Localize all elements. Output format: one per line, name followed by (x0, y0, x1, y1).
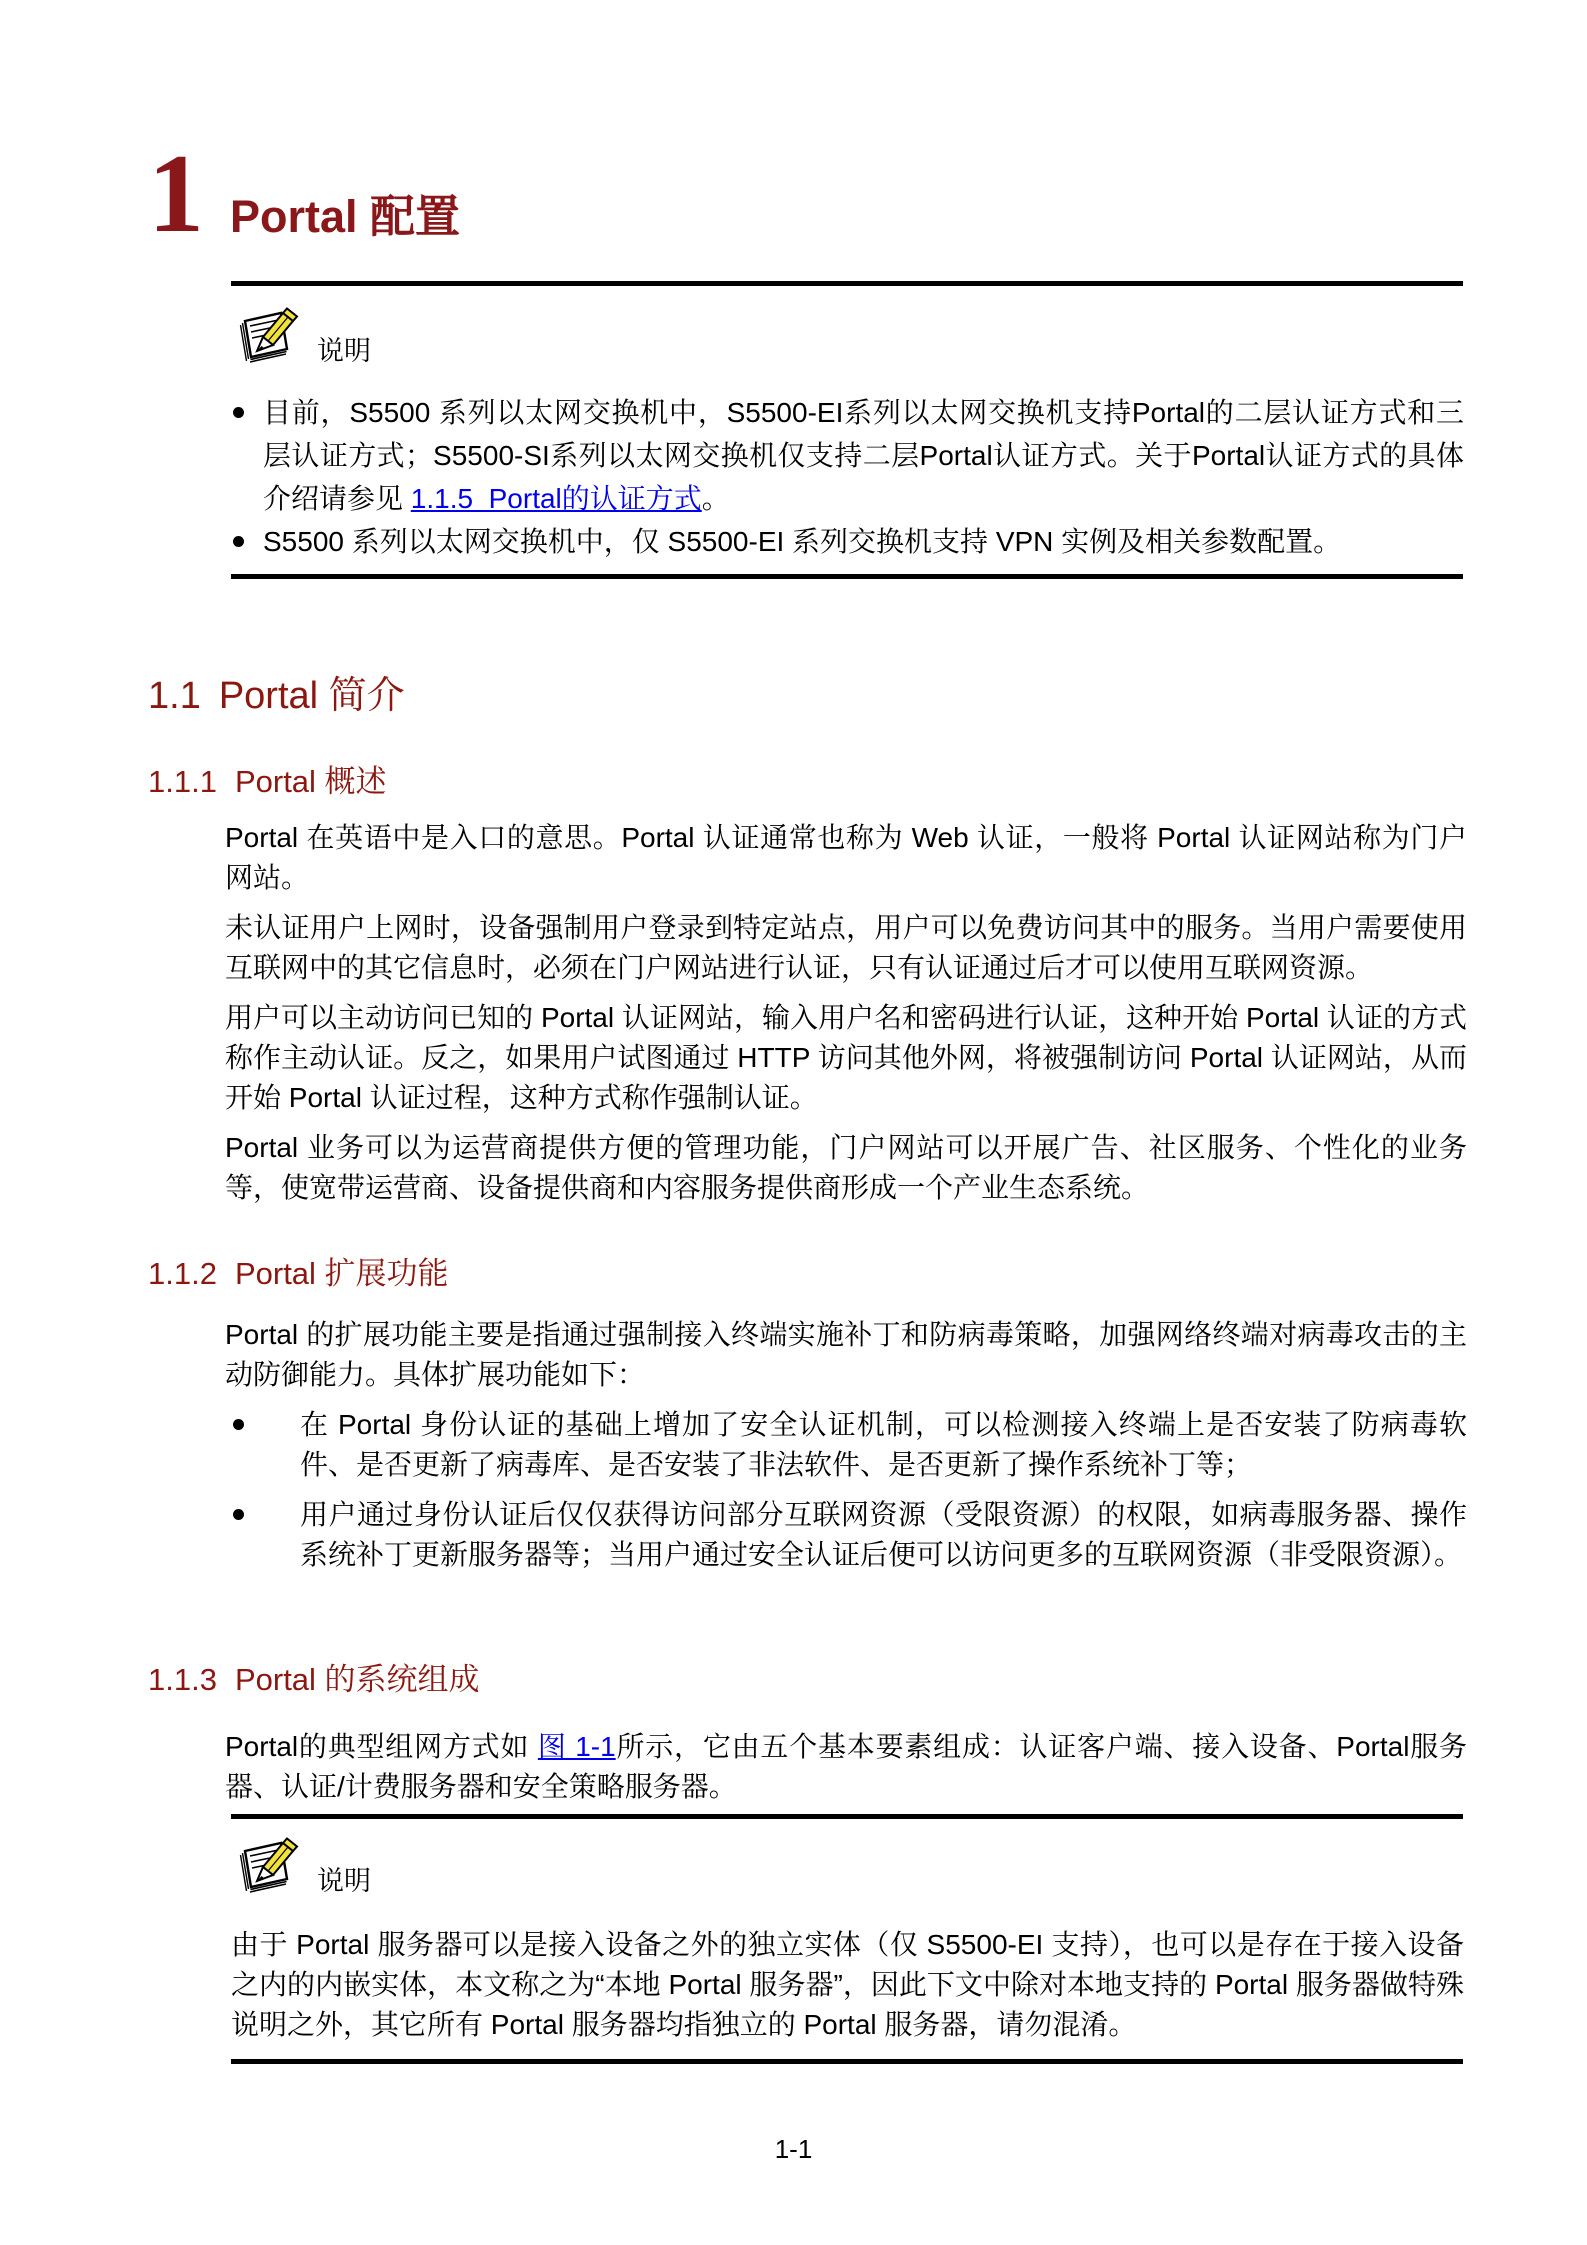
bullet-icon (233, 536, 244, 547)
bullet-text: 在 Portal 身份认证的基础上增加了安全认证机制，可以检测接入终端上是否安装了防病毒软件、是否更新了病毒库、是否安装了非法软件、是否更新了操作系统补丁等； (300, 1409, 1467, 1480)
chapter-number: 1 (148, 132, 204, 256)
notepad-pencil-icon (235, 1831, 307, 1901)
paragraph: 未认证用户上网时，设备强制用户登录到特定站点，用户可以免费访问其中的服务。当用户需要使用互联网中的其它信息时，必须在门户网站进行认证，只有认证通过后才可以使用互联网资源。 (225, 912, 1467, 983)
section-number: 1.1.1 (148, 764, 217, 799)
chapter-title: Portal 配置 (230, 191, 461, 243)
list-item (231, 520, 1464, 563)
note1-top-rule (231, 281, 1463, 286)
cross-reference-link-portal-auth[interactable]: 1.1.5 Portal的认证方式 (410, 483, 702, 514)
para-pre: Portal的典型组网方式如 (225, 1731, 538, 1762)
section-number: 1.1 (148, 675, 201, 717)
bullet-text: 用户通过身份认证后仅仅获得访问部分互联网资源（受限资源）的权限，如病毒服务器、操作系统补丁更新服务器等；当用户通过安全认证后便可以访问更多的互联网资源（非受限资源）。 (300, 1499, 1467, 1570)
paragraph: 由于 Portal 服务器可以是接入设备之外的独立实体（仅 S5500-EI 支持），也可以是存在于接入设备之内的内嵌实体，本文称之为“本地 Portal 服务器”，因此下文中除对本地支持的 Portal 服务器做特殊说明之外，其它所有 Portal 服务器均指独立的 Portal 服务器，请勿混淆。 (231, 1929, 1464, 2040)
paragraph (225, 1727, 1467, 1807)
list-item (231, 391, 1464, 520)
section-heading-1-1-3 (148, 1654, 480, 1699)
note-label: 说明 (317, 1866, 371, 1896)
bullet-icon (233, 407, 244, 418)
list-item (225, 1405, 1467, 1485)
section-title: Portal 概述 (234, 764, 387, 799)
note1-bullet2-text: S5500 系列以太网交换机中，仅 S5500-EI 系列交换机支持 VPN 实例及相关参数配置。 (263, 526, 1342, 557)
bullet-icon (233, 1509, 244, 1520)
section-heading-1-1 (148, 664, 405, 719)
section-heading-1-1-2 (148, 1248, 449, 1293)
page-number: 1-1 (774, 2134, 813, 2164)
note2-body (231, 1925, 1464, 2045)
note2-header (235, 1831, 371, 1901)
note1-bullet-list (231, 391, 1464, 563)
note2-bottom-rule (231, 2059, 1463, 2064)
paragraph: Portal 的扩展功能主要是指通过强制接入终端实施补丁和防病毒策略，加强网络终端对病毒攻击的主动防御能力。具体扩展功能如下： (225, 1319, 1467, 1390)
note1-bottom-rule (231, 574, 1463, 579)
cross-reference-link-figure-1-1[interactable]: 图 1-1 (537, 1731, 616, 1762)
section-title: Portal 扩展功能 (234, 1256, 449, 1291)
section-1-1-2-body (225, 1315, 1467, 1585)
note1-bullet1-text: 目前，S5500 系列以太网交换机中，S5500-EI系列以太网交换机支持Portal的二层认证方式和三层认证方式；S5500-SI系列以太网交换机仅支持二层Portal认证方式。关于Portal认证方式的具体介绍请参见 (263, 397, 1464, 514)
list-item (225, 1495, 1467, 1575)
paragraph: Portal 业务可以为运营商提供方便的管理功能，门户网站可以开展广告、社区服务、个性化的业务等，使宽带运营商、设备提供商和内容服务提供商形成一个产业生态系统。 (225, 1132, 1467, 1203)
paragraph: 用户可以主动访问已知的 Portal 认证网站，输入用户名和密码进行认证，这种开始 Portal 认证的方式称作主动认证。反之，如果用户试图通过 HTTP 访问其他外网，将被强制访问 Portal 认证网站，从而开始 Portal 认证过程，这种方式称作强制认证。 (225, 1002, 1467, 1113)
note2-top-rule (231, 1814, 1463, 1819)
note-label: 说明 (317, 336, 371, 366)
section-title: Portal 简介 (218, 675, 405, 717)
chapter-heading (148, 132, 461, 256)
section-1-1-2-bullet-list (225, 1405, 1467, 1575)
bullet-icon (233, 1419, 244, 1430)
note1-bullet1-suffix: 。 (701, 483, 730, 514)
para-post: 所示，它由五个基本要素组成：认证客户端、接入设备、Portal服务器、认证/计费服务器和安全策略服务器。 (225, 1731, 1467, 1802)
note1-header (235, 301, 371, 371)
paragraph: Portal 在英语中是入口的意思。Portal 认证通常也称为 Web 认证，一般将 Portal 认证网站称为门户网站。 (225, 822, 1467, 893)
section-number: 1.1.2 (148, 1256, 217, 1291)
notepad-pencil-icon (235, 301, 307, 371)
section-heading-1-1-1 (148, 756, 387, 801)
section-1-1-3-body (225, 1727, 1467, 1817)
section-1-1-1-body (225, 818, 1467, 1218)
section-title: Portal 的系统组成 (234, 1662, 480, 1697)
section-number: 1.1.3 (148, 1662, 217, 1697)
